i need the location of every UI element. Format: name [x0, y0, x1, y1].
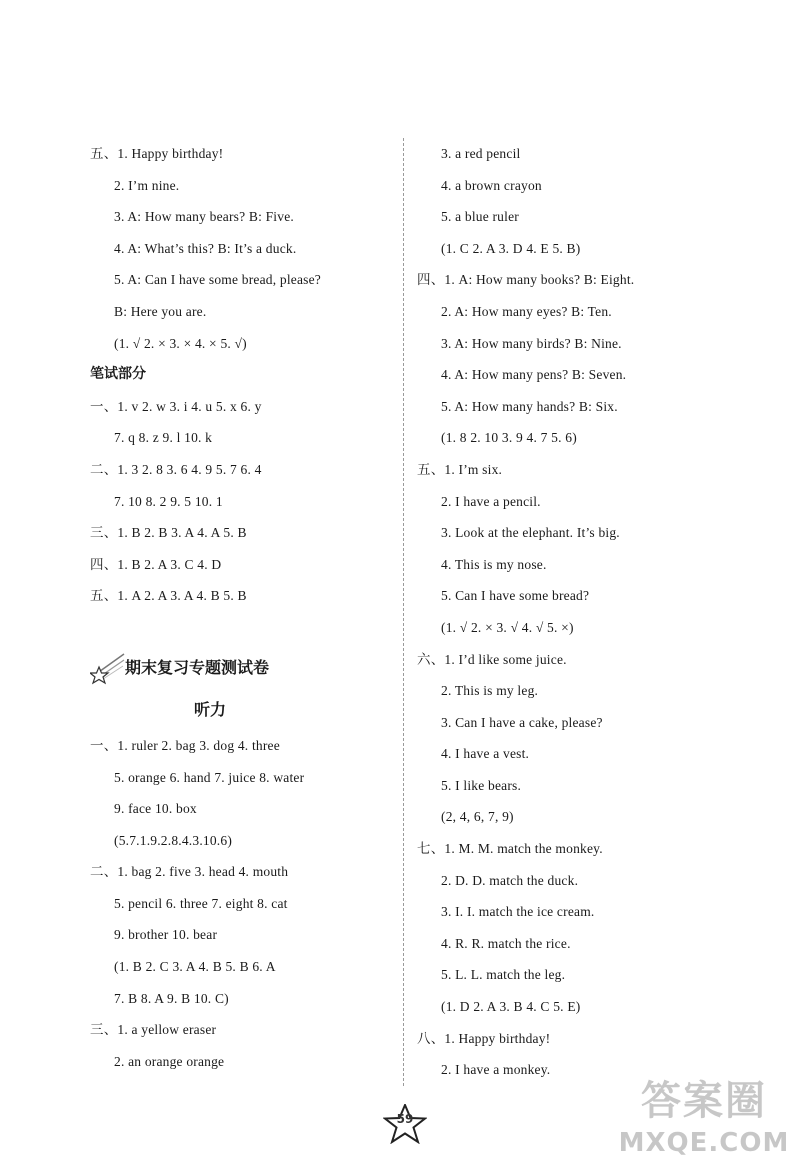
answer-line: 四、1. B 2. A 3. C 4. D: [90, 556, 222, 572]
answer-line: 2. I have a monkey.: [441, 1062, 551, 1078]
answer-line: 五、1. A 2. A 3. A 4. B 5. B: [90, 588, 247, 604]
answer-line: 5. L. L. match the leg.: [441, 967, 566, 983]
answer-line: 5. A: Can I have some bread, please?: [114, 272, 322, 288]
exam-subtitle: 听力: [193, 699, 226, 719]
answer-line: 5. I like bears.: [441, 777, 522, 793]
answer-line: (1. C 2. A 3. D 4. E 5. B): [441, 240, 581, 256]
answer-line: 9. brother 10. bear: [114, 927, 218, 943]
answer-line: 4. I have a vest.: [441, 746, 530, 762]
exam-title-row: [90, 646, 390, 690]
page-number: 59: [396, 1112, 414, 1126]
left-column: [90, 138, 390, 1077]
answer-line: 二、1. 3 2. 8 3. 6 4. 9 5. 7 6. 4: [90, 461, 262, 477]
answer-line: 9. face 10. box: [114, 801, 197, 817]
answer-line: 2. an orange orange: [114, 1053, 225, 1069]
answer-line: 3. I. I. match the ice cream.: [441, 904, 595, 920]
answer-line: 三、1. B 2. B 3. A 4. A 5. B: [90, 525, 247, 541]
answer-line: 六、1. I’d like some juice.: [417, 651, 567, 667]
answer-line: 4. R. R. match the rice.: [441, 935, 571, 951]
answer-line: 3. Can I have a cake, please?: [441, 714, 603, 730]
answer-line: (1. B 2. C 3. A 4. B 5. B 6. A: [114, 959, 276, 975]
answer-line: 3. A: How many birds? B: Nine.: [441, 335, 622, 351]
answer-line: 七、1. M. M. match the monkey.: [417, 841, 603, 857]
answer-line: 三、1. a yellow eraser: [90, 1022, 217, 1038]
answer-line: 3. a red pencil: [441, 146, 521, 161]
answer-line: (2, 4, 6, 7, 9): [441, 809, 514, 825]
answer-line: 4. A: What’s this? B: It’s a duck.: [114, 240, 297, 256]
section-heading-written: 笔试部分: [90, 366, 146, 383]
answer-line: 7. 10 8. 2 9. 5 10. 1: [114, 493, 223, 509]
answer-line: (1. √ 2. × 3. × 4. × 5. √): [114, 335, 247, 351]
answer-line: 4. a brown crayon: [441, 177, 542, 193]
answer-line: 7. q 8. z 9. l 10. k: [114, 430, 213, 446]
answer-line: 4. This is my nose.: [441, 556, 547, 572]
answer-line: 八、1. Happy birthday!: [417, 1030, 551, 1046]
site-watermark: [616, 1075, 792, 1165]
section-spacer: [90, 612, 390, 646]
answer-line: 2. I’m nine.: [114, 177, 180, 193]
answer-line: 一、1. v 2. w 3. i 4. u 5. x 6. y: [90, 398, 262, 414]
answer-line: 2. D. D. match the duck.: [441, 872, 579, 888]
answer-line: 二、1. bag 2. five 3. head 4. mouth: [90, 864, 289, 880]
answer-line: (1. 8 2. 10 3. 9 4. 7 5. 6): [441, 430, 577, 446]
answer-line: (1. D 2. A 3. B 4. C 5. E): [441, 999, 581, 1015]
answer-line: 2. I have a pencil.: [441, 493, 541, 509]
answer-line: 5. A: How many hands? B: Six.: [441, 398, 618, 414]
watermark-text-top: 答案圈: [641, 1078, 767, 1124]
answer-line: (5.7.1.9.2.8.4.3.10.6): [114, 832, 233, 848]
exam-title: 期末复习专题测试卷: [125, 657, 270, 677]
answer-line: 5. Can I have some bread?: [441, 588, 590, 604]
answer-line: 2. This is my leg.: [441, 683, 539, 699]
answer-line: (1. √ 2. × 3. √ 4. √ 5. ×): [441, 619, 574, 635]
answer-line: 五、1. Happy birthday!: [90, 146, 224, 161]
answer-line: 2. A: How many eyes? B: Ten.: [441, 303, 612, 319]
watermark-text-bottom: MXQE.COM: [618, 1128, 790, 1158]
shooting-star-icon: [90, 650, 126, 686]
answer-line: 四、1. A: How many books? B: Eight.: [417, 272, 635, 288]
answer-line: 7. B 8. A 9. B 10. C): [114, 990, 229, 1006]
column-divider: [403, 138, 404, 1086]
answer-line: 5. orange 6. hand 7. juice 8. water: [114, 769, 305, 785]
answer-line: 一、1. ruler 2. bag 3. dog 4. three: [90, 737, 280, 753]
answer-line: 5. a blue ruler: [441, 209, 519, 225]
right-column: [417, 138, 717, 1086]
answer-line: 3. A: How many bears? B: Five.: [114, 209, 294, 225]
answer-line: 3. Look at the elephant. It’s big.: [441, 525, 620, 541]
answer-line: 4. A: How many pens? B: Seven.: [441, 367, 627, 383]
answer-line: B: Here you are.: [114, 303, 207, 319]
answer-line: 五、1. I’m six.: [417, 461, 503, 477]
answer-line: 5. pencil 6. three 7. eight 8. cat: [114, 895, 288, 911]
